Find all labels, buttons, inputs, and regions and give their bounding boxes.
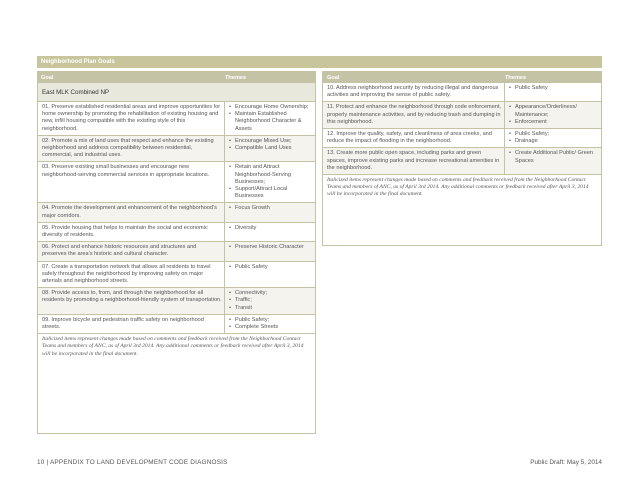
goal-text: 08. Provide access to, from, and through the neighborhood for all residents by promoting a neighborhood-friendly system of transportation.: [38, 288, 225, 314]
themes-cell: [225, 102, 315, 135]
table-row: [323, 148, 601, 175]
themes-cell: [505, 102, 601, 128]
themes-cell: [225, 315, 315, 333]
goal-text: 03. Preserve existing small businesses and encourage new neighborhood-serving commercial services in appropriate locations.: [38, 162, 225, 202]
footer-draft-date: Public Draft: May 5, 2014: [530, 459, 602, 466]
theme-item: • Traffic;: [229, 297, 313, 304]
theme-item: • Create Additional Public/ Green Spaces: [509, 150, 599, 164]
theme-item: • Encourage Home Ownership;: [229, 104, 313, 111]
theme-item: • Focus Growth: [229, 205, 313, 212]
theme-item: • Diversity: [229, 225, 313, 232]
goal-column-header: Goal: [41, 74, 54, 81]
goal-text: 09. Improve bicycle and pedestrian traffic safety on neighborhood streets.: [38, 315, 225, 333]
themes-cell: [225, 242, 315, 260]
table-row: [38, 102, 315, 136]
theme-item: • Drainage: [509, 138, 599, 145]
themes-cell: [225, 203, 315, 221]
theme-item: • Public Safety: [509, 85, 599, 92]
themes-cell: [225, 262, 315, 288]
theme-item: • Transit: [229, 305, 313, 312]
goal-text: 07. Create a transportation network that allows all residents to travel safely throughout the neighborhood by improving safety on major arterials and neighborhood streets.: [38, 262, 225, 288]
theme-item: • Public Safety: [229, 264, 313, 271]
theme-item: • Support/Attract Local Businesses: [229, 186, 313, 200]
theme-item: • Connectivity;: [229, 290, 313, 297]
table-row: [38, 162, 315, 203]
themes-cell: [225, 288, 315, 314]
goal-text: 06. Protect and enhance historic resources and structures and preserves the area's historic and cultural character.: [38, 242, 225, 260]
themes-cell: [225, 162, 315, 202]
table-row: [38, 203, 315, 222]
table-row: [38, 262, 315, 289]
table-row: [38, 242, 315, 261]
table-row: [38, 136, 315, 163]
theme-item: • Public Safety;: [229, 317, 313, 324]
goals-table-left: [37, 71, 316, 434]
table-row: [38, 315, 315, 334]
theme-item: • Enforcement: [509, 119, 599, 126]
goals-table-right: [322, 71, 602, 246]
themes-cell: [225, 223, 315, 241]
theme-item: • Retain and Attract Neighborhood-Serving Businesses;: [229, 164, 313, 186]
goal-column-header: Goal: [327, 74, 340, 81]
table-row: [38, 223, 315, 242]
footer-page-label: 10 | APPENDIX TO LAND DEVELOPMENT CODE DIAGNOSIS: [37, 459, 228, 466]
goal-text: 11. Protect and enhance the neighborhood through code enforcement, properly maintenance activities, and by reducing trash and dumping in this neighborhood.: [323, 102, 505, 128]
themes-cell: [225, 136, 315, 162]
note-left: Italicized items represent changes made based on comments and feedback received from the Neighborhood Contact Teams and members of ANC, as of April 3rd 2014. Any additional comments or feedback received after April 3, 2014 will be incorporated in the final document.: [42, 336, 304, 357]
theme-item: • Public Safety;: [509, 131, 599, 138]
themes-cell: [505, 83, 601, 101]
themes-column-header: Themes: [225, 74, 247, 81]
themes-cell: [505, 148, 601, 174]
table-header: [38, 72, 315, 83]
plan-name: East MLK Combined NP: [38, 83, 315, 102]
theme-item: • Complete Streets: [229, 324, 313, 331]
table-header: [323, 72, 601, 83]
theme-item: • Encourage Mixed Use;: [229, 138, 313, 145]
goal-text: 04. Promote the development and enhancement of the neighborhood's major corridors.: [38, 203, 225, 221]
goal-text: 05. Provide housing that helps to maintain the social and economic diversity of residents.: [38, 223, 225, 241]
goal-text: 10. Address neighborhood security by reducing illegal and dangerous activities and improving the sense of public safety.: [323, 83, 505, 101]
section-title: Neighborhood Plan Goals: [37, 56, 602, 68]
goal-text: 01. Preserve established residential areas and improve opportunities for home ownership by promoting the rehabilitation of existing housing and new, infill housing compatible with the existing style of this neighborhood.: [38, 102, 225, 135]
table-row: [323, 102, 601, 129]
theme-item: • Maintain Established Neighborhood Character & Assets: [229, 111, 313, 133]
left-rows: [38, 102, 315, 334]
theme-item: • Preserve Historic Character: [229, 244, 313, 251]
right-rows: [323, 83, 601, 175]
theme-item: • Compatible Land Uses: [229, 145, 313, 152]
goal-text: 12. Improve the quality, safety, and cleanliness of area creeks, and reduce the impact of flooding in the neighborhood.: [323, 129, 505, 147]
goal-text: 13. Create more public open space, including parks and green spaces, improve existing parks and increase recreational amenities in the neighborhood.: [323, 148, 505, 174]
themes-column-header: Themes: [505, 74, 527, 81]
themes-cell: [505, 129, 601, 147]
table-row: [323, 83, 601, 102]
goal-text: 02. Promote a mix of land uses that respect and enhance the existing neighborhood and address compatibility between residential, commercial, and industrial uses.: [38, 136, 225, 162]
table-row: [323, 129, 601, 148]
table-row: [38, 288, 315, 315]
theme-item: • Appearance/Orderliness/ Maintenance;: [509, 104, 599, 118]
note-right: Italicized items represent changes made based on comments and feedback received from the Neighborhood Contact Teams and members of ANC, as of April 3rd 2014. Any additional comments or feedback received after April 3, 2014 will be incorporated in the final document.: [327, 177, 589, 198]
